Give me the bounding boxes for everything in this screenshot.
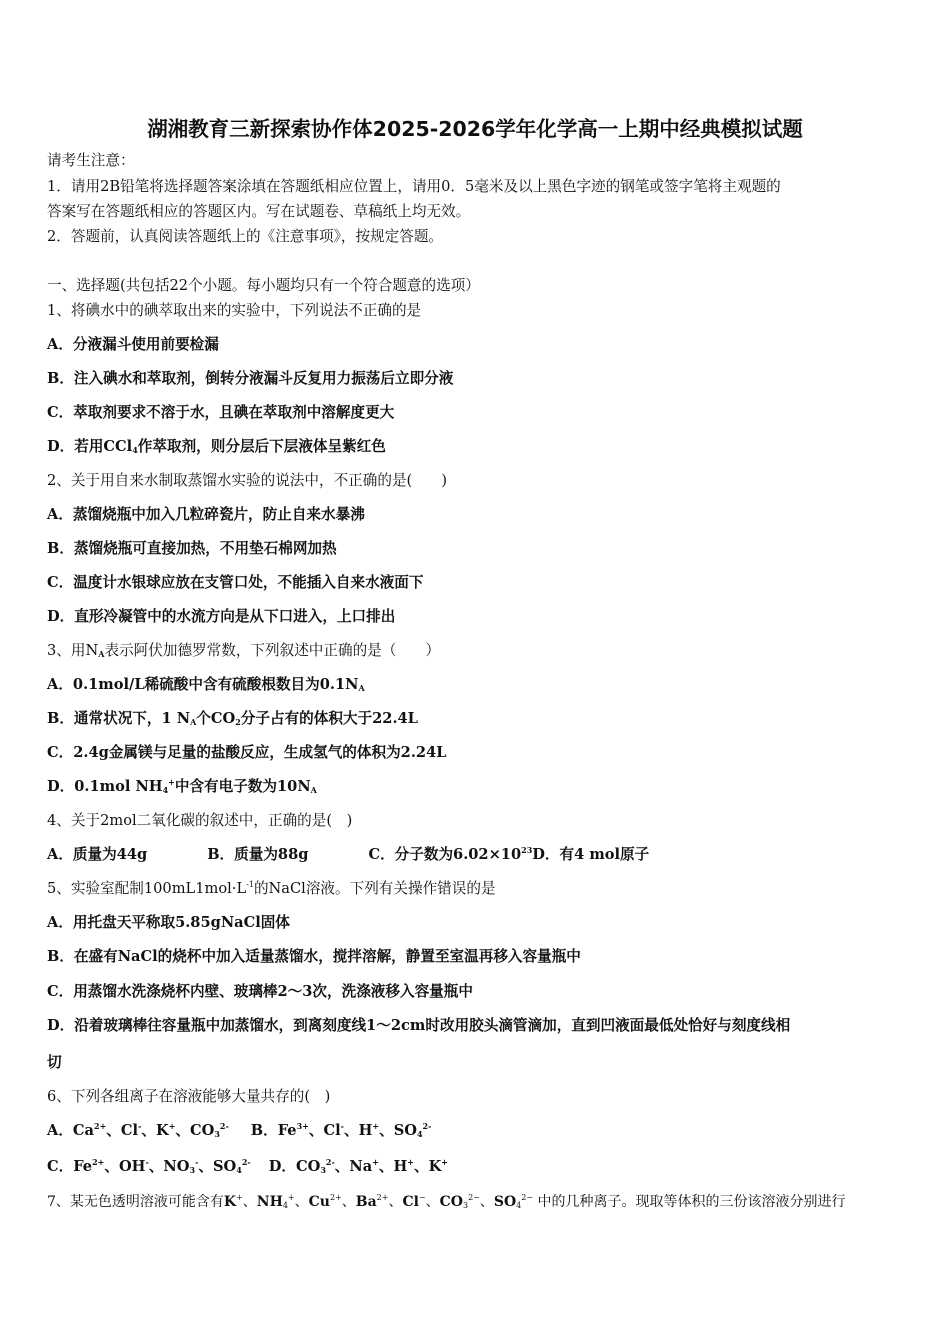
- question-4-option-d: D．有4 mol原子: [532, 846, 650, 863]
- question-6-option-a: A．$Ca^{2+}$、Cl-、K+、$CO_3^{2-}$: [47, 1121, 229, 1139]
- question-6-row-ab: [47, 1122, 431, 1140]
- question-1-option-b: B．注入碘水和萃取剂，倒转分液漏斗反复用力振荡后立即分液: [47, 370, 454, 387]
- question-4-options: [47, 846, 649, 864]
- page-title: 湖湘教育三新探索协作体2025-2026学年化学高一上期中经典模拟试题: [147, 117, 803, 141]
- question-5-option-c: C．用蒸馏水洗涤烧杯内壁、玻璃棒2～3次，洗涤液移入容量瓶中: [47, 983, 473, 1000]
- question-2-option-a: A．蒸馏烧瓶中加入几粒碎瓷片，防止自来水暴沸: [47, 506, 365, 523]
- question-4-option-b: B．质量为88g: [207, 846, 309, 863]
- question-5-option-a: A．用托盘天平称取5.85gNaCl固体: [47, 914, 290, 931]
- question-1-stem: 1、将碘水中的碘萃取出来的实验中，下列说法不正确的是: [47, 302, 422, 319]
- notice-heading: 请考生注意：: [47, 152, 135, 169]
- question-4-stem: 4、关于2mol二氧化碳的叙述中，正确的是( ): [47, 812, 353, 829]
- question-6-stem: 6、下列各组离子在溶液能够大量共存的( ): [47, 1088, 331, 1105]
- question-6-option-c: C．$Fe^{2+}$、OH-、$NO_3^-$、$SO_4^{2-}$: [47, 1157, 251, 1175]
- notice-item-1-line-1: 1．请用2B铅笔将选择题答案涂填在答题纸相应位置上，请用0．5毫米及以上黑色字迹的钢笔或签字笔将主观题的: [47, 178, 781, 195]
- question-6-option-d: D．$CO_3^{2-}$、Na+、H+、K+: [268, 1157, 448, 1175]
- question-1-option-a: A．分液漏斗使用前要检漏: [47, 336, 219, 353]
- question-5-option-d-line-1: D．沿着玻璃棒往容量瓶中加蒸馏水，到离刻度线1～2cm时改用胶头滴管滴加，直到凹液面最低处恰好与刻度线相: [47, 1017, 791, 1034]
- question-3-option-d: D．0.1mol $NH_4^+$中含有电子数为$10N_A$: [47, 777, 317, 795]
- question-6-option-b: B．$Fe^{3+}$、Cl-、H+、$SO_4^{2-}$: [250, 1121, 432, 1139]
- question-3-stem: 3、用$N_A$表示阿伏加德罗常数，下列叙述中正确的是（ ）: [47, 642, 441, 659]
- question-5-option-d-line-2: 切: [47, 1054, 62, 1071]
- question-5-stem: 5、实验室配制$100mL1mol\cdot L^{-1}$的NaCl溶液。下列有关操作错误的是: [47, 880, 496, 897]
- question-2-option-d: D．直形冷凝管中的水流方向是从下口进入，上口排出: [47, 608, 396, 625]
- question-1-option-c: C．萃取剂要求不溶于水，且碘在萃取剂中溶解度更大: [47, 404, 395, 421]
- question-2-option-c: C．温度计水银球应放在支管口处，不能插入自来水液面下: [47, 574, 424, 591]
- question-4-option-c: C．分子数为$6.02\times 10^{23}$: [368, 845, 533, 863]
- question-5-option-b: B．在盛有NaCl的烧杯中加入适量蒸馏水，搅拌溶解，静置至室温再移入容量瓶中: [47, 948, 581, 965]
- question-3-option-c: C．2.4g金属镁与足量的盐酸反应，生成氢气的体积为2.24L: [47, 744, 447, 761]
- question-1-option-d: D．若用CCl$_4$作萃取剂，则分层后下层液体呈紫红色: [47, 438, 386, 455]
- question-3-option-b: B．通常状况下，1 $N_A$个$CO_2$分子占有的体积大于22.4L: [47, 710, 418, 727]
- question-7-stem: 7、某无色透明溶液可能含有K+、$NH_4^+$、$Cu^{2+}$、$Ba^{2+}$、Cl−、$CO_3^{2-}$、$SO_4^{2-}$ 中的几种离子。现取等体积的三份该溶液分别进行: [47, 1193, 846, 1210]
- section-heading: 一、选择题(共包括22个小题。每小题均只有一个符合题意的选项）: [47, 277, 480, 294]
- question-4-option-a: A．质量为44g: [47, 846, 148, 863]
- question-6-row-cd: [47, 1158, 448, 1176]
- question-2-stem: 2、关于用自来水制取蒸馏水实验的说法中，不正确的是( ): [47, 472, 448, 489]
- question-3-option-a: A．0.1mol/L稀硫酸中含有硫酸根数目为$0.1N_A$: [47, 676, 365, 693]
- notice-item-1-line-2: 答案写在答题纸相应的答题区内。写在试题卷、草稿纸上均无效。: [47, 203, 471, 220]
- question-2-option-b: B．蒸馏烧瓶可直接加热，不用垫石棉网加热: [47, 540, 337, 557]
- notice-item-2: 2．答题前，认真阅读答题纸上的《注意事项》，按规定答题。: [47, 228, 444, 245]
